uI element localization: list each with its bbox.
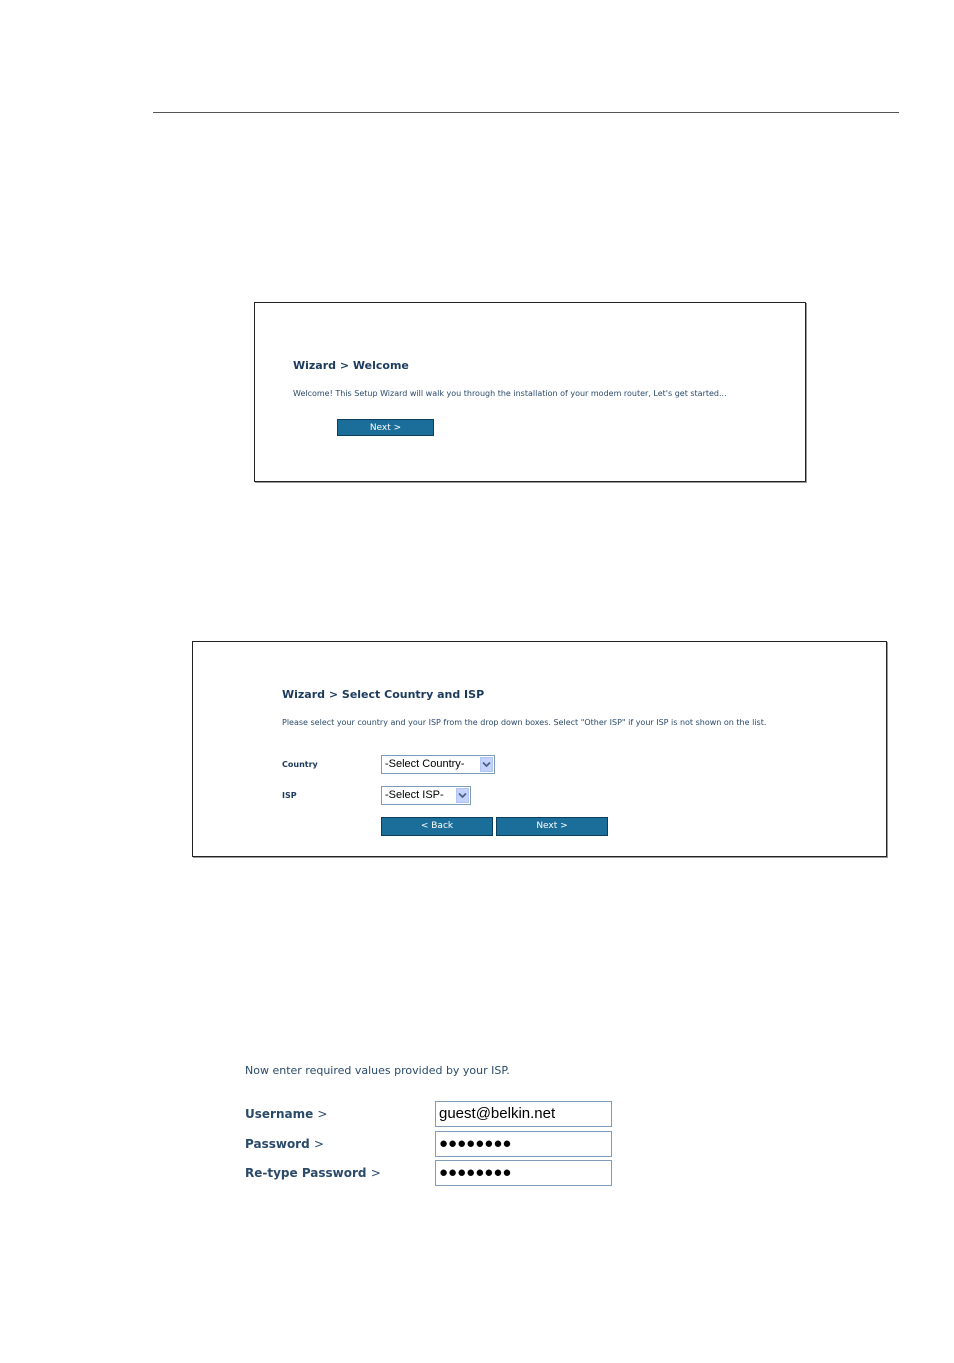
username-label (245, 1107, 327, 1121)
password-label (245, 1137, 324, 1151)
country-back-button[interactable]: < Back (381, 817, 493, 836)
password-label-separator: > (313, 1137, 324, 1151)
isp-select-value: -Select ISP- (385, 789, 444, 801)
chevron-down-icon[interactable] (456, 788, 469, 803)
welcome-text: Welcome! This Setup Wizard will walk you through the installation of your modem router, Let's get started... (293, 389, 727, 398)
country-select[interactable] (381, 755, 495, 774)
chevron-down-icon[interactable] (480, 757, 493, 772)
country-label: Country (282, 760, 318, 769)
isp-label: ISP (282, 791, 297, 800)
credentials-intro: Now enter required values provided by your ISP. (245, 1064, 510, 1077)
header-rule (153, 112, 899, 113)
retype-password-input[interactable]: ●●●●●●●● (435, 1160, 612, 1186)
welcome-title: Wizard > Welcome (293, 359, 409, 372)
username-input[interactable]: guest@belkin.net (435, 1101, 612, 1127)
isp-select[interactable] (381, 786, 471, 805)
username-label-text: Username (245, 1107, 314, 1121)
country-panel-text: Please select your country and your ISP from the drop down boxes. Select "Other ISP" if your ISP is not shown on the list. (282, 718, 767, 727)
country-next-button[interactable]: Next > (496, 817, 608, 836)
wizard-country-panel (192, 641, 887, 857)
retype-password-label-separator: > (370, 1166, 381, 1180)
wizard-welcome-panel (254, 302, 806, 482)
country-panel-title: Wizard > Select Country and ISP (282, 688, 485, 701)
welcome-next-button[interactable]: Next > (337, 419, 434, 436)
retype-password-label (245, 1166, 381, 1180)
password-label-text: Password (245, 1137, 310, 1151)
country-select-value: -Select Country- (385, 758, 465, 770)
password-input[interactable]: ●●●●●●●● (435, 1131, 612, 1157)
username-label-separator: > (317, 1107, 328, 1121)
retype-password-label-text: Re-type Password (245, 1166, 367, 1180)
